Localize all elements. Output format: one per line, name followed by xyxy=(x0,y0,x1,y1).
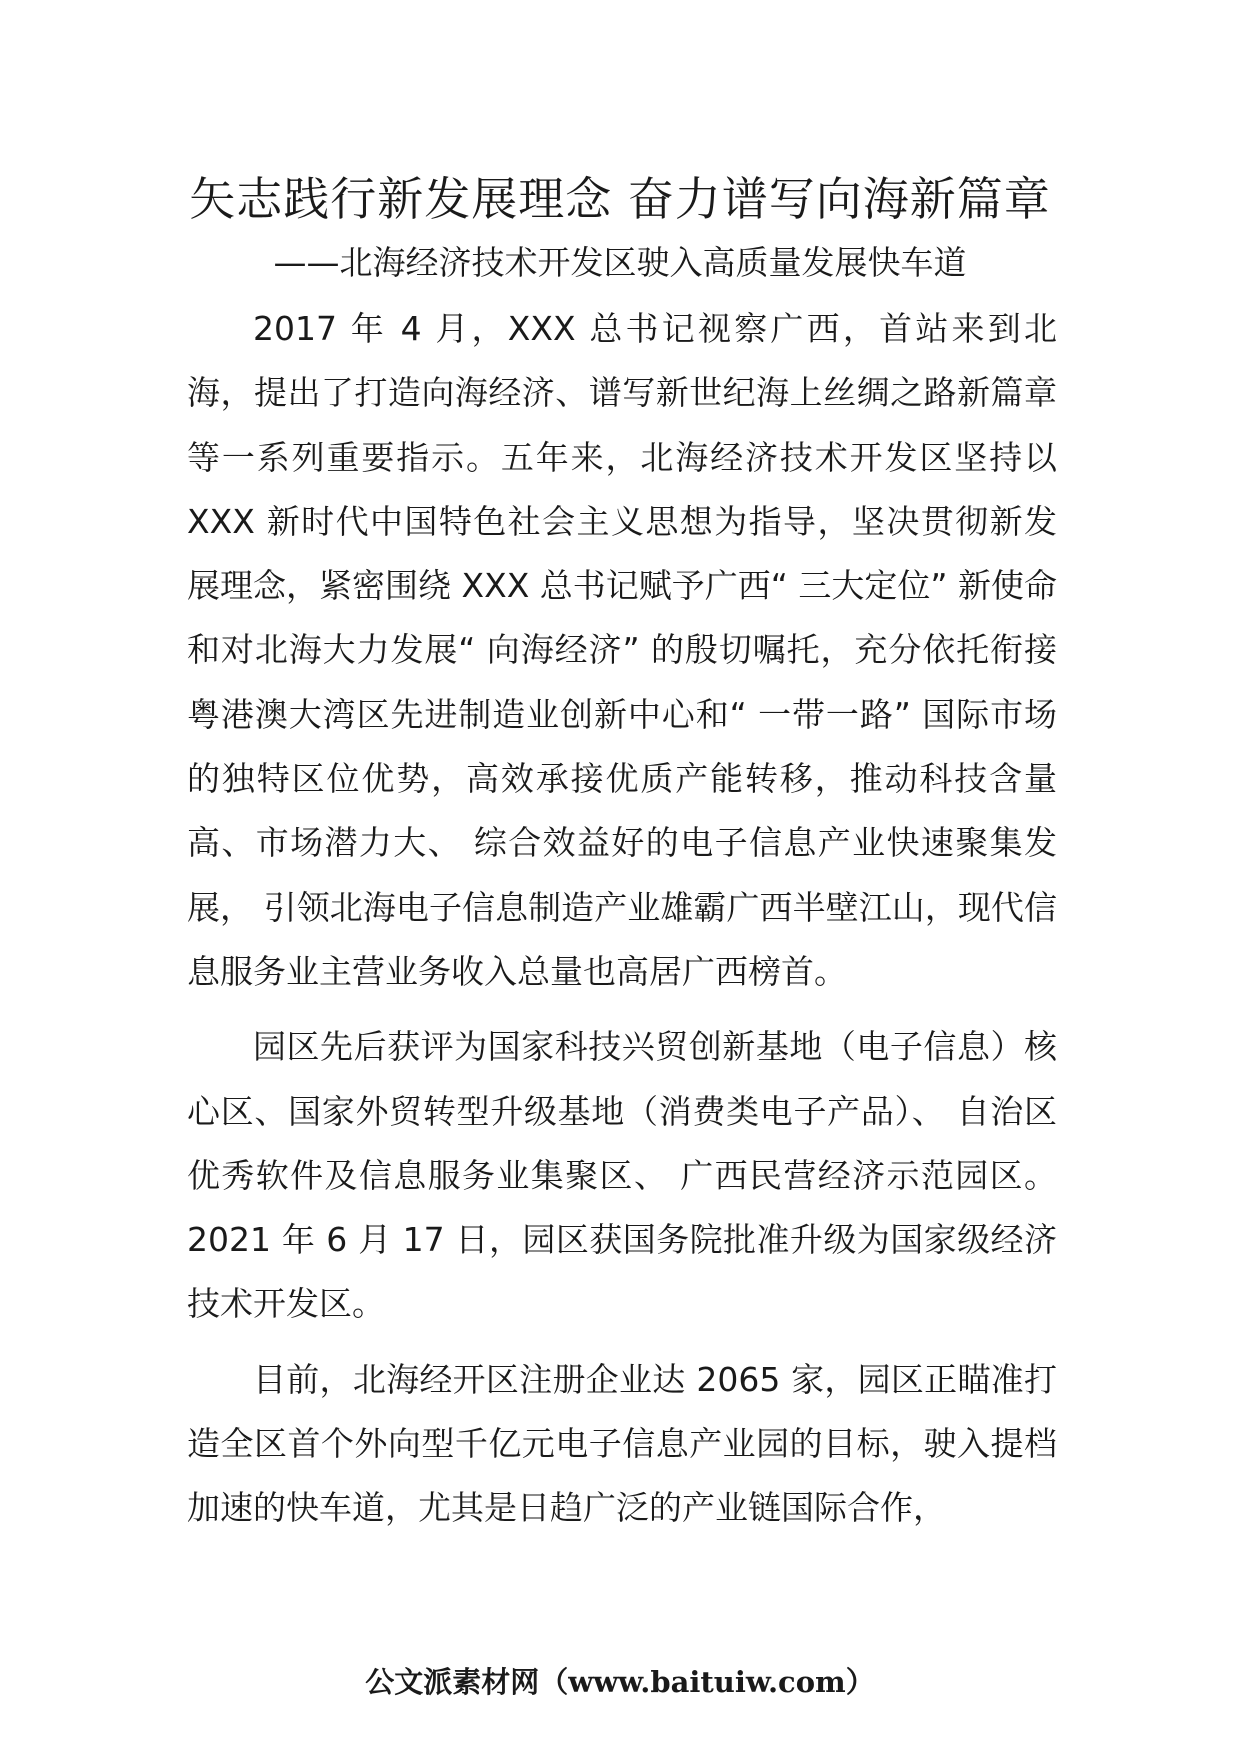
body-paragraph-1: 2017 年 4 月，XXX 总书记视察广西，首站来到北海，提出了打造向海经济、谱写新世纪海上丝绸之路新篇章等一系列重要指示。五年来，北海经济技术开发区坚持以 XXX 新时代中国特色社会主义思想为指导，坚决贯彻新发展理念，紧密围绕 XXX 总书记赋予广西“ 三大定位” 新使命和对北海大力发展“ 向海经济” 的殷切嘱托，充分依托衔接粤港澳大湾区先进制造业创新中心和“ 一带一路” 国际市场的独特区位优势，高效承接优质产能转移，推动科技含量高、市场潜力大、 综合效益好的电子信息产业快速聚集发展， 引领北海电子信息制造产业雄霸广西半壁江山，现代信息服务业主营业务收入总量也高居广西榜首。 xyxy=(187,309,1057,991)
source-footer: 公文派素材网（www.baituiw.com） xyxy=(365,1665,875,1699)
body-paragraph-3: 目前，北海经开区注册企业达 2065 家，园区正瞄准打造全区首个外向型千亿元电子信息产业园的目标，驶入提档加速的快车道，尤其是日趋广泛的产业链国际合作， xyxy=(187,1359,1057,1528)
body-paragraph-2: 园区先后获评为国家科技兴贸创新基地（电子信息）核心区、国家外贸转型升级基地（消费类电子产品）、 自治区优秀软件及信息服务业集聚区、 广西民营经济示范园区。 2021 年 6 月 17 日，园区获国务院批准升级为国家级经济技术开发区。 xyxy=(187,1027,1057,1324)
document-subtitle: ——北海经济技术开发区驶入高质量发展快车道 xyxy=(273,243,967,282)
document-title: 矢志践行新发展理念 奋力谱写向海新篇章 xyxy=(189,172,1051,226)
document-body xyxy=(187,297,1057,1552)
